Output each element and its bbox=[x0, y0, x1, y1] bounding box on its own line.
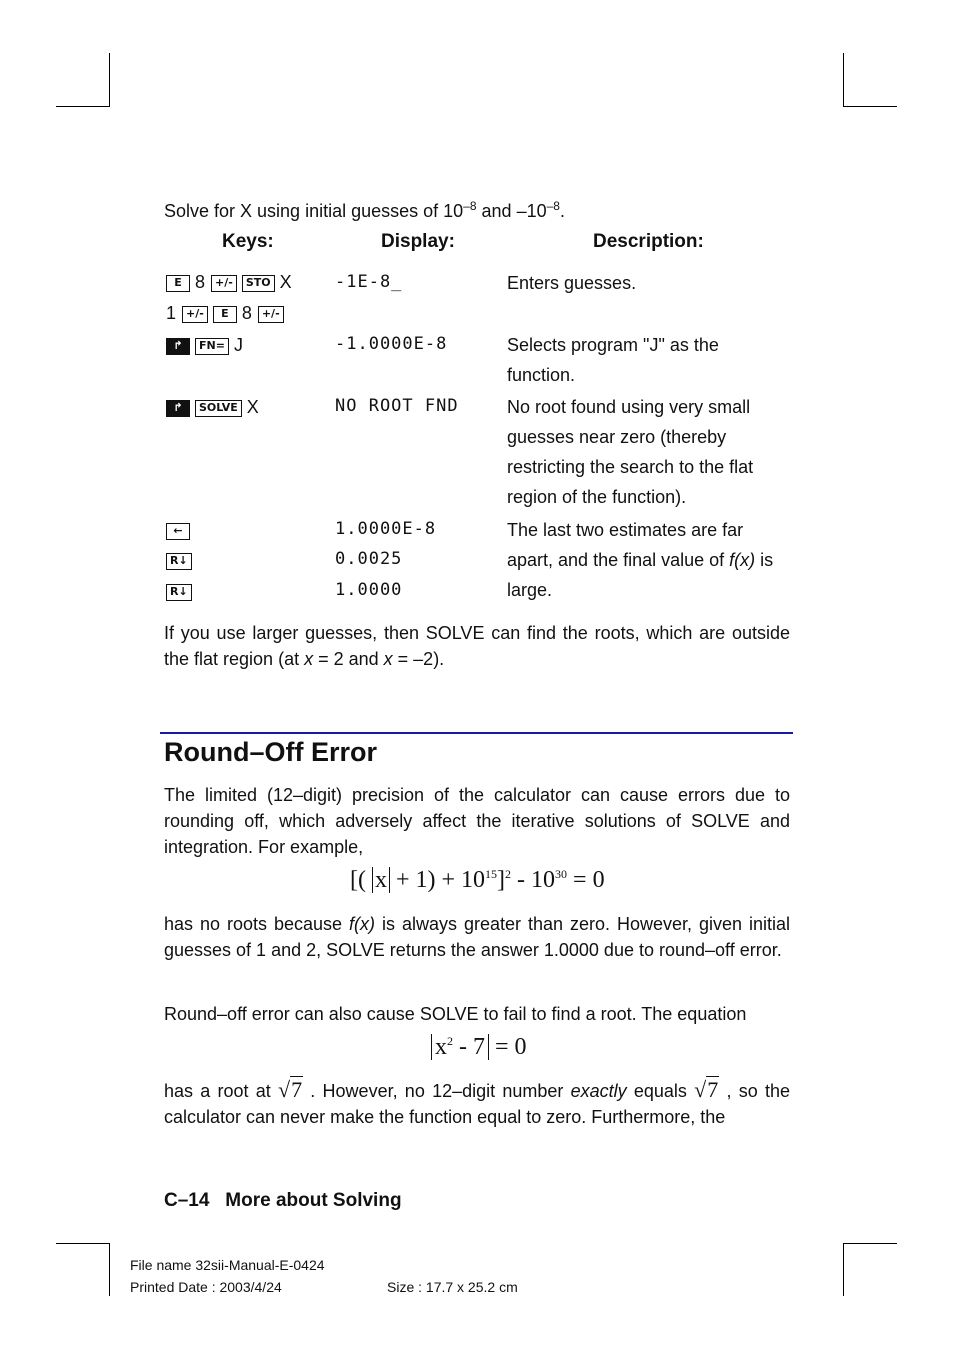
equation: $x^2 - 7 = 0$ bbox=[431, 1034, 527, 1061]
body-paragraph: has a root at √7 . However, no 12–digit number exactly equals √7 , so the calculator can never make the function equal to zero. Furthermore, the bbox=[164, 1077, 790, 1127]
keys-row-4a bbox=[166, 519, 195, 541]
keys-row-1a: E 8 +/- STO X bbox=[166, 271, 292, 293]
description-text: No root found using very small guesses near zero (thereby restricting the search to the flat region of the function). bbox=[507, 397, 754, 507]
keys-row-2: ↱ FN= J bbox=[166, 334, 243, 356]
roll-down-key: R↓ bbox=[166, 553, 192, 570]
display-value: 1.0000 bbox=[335, 580, 403, 600]
shift-key bbox=[166, 338, 190, 355]
page-number: C–14 bbox=[164, 1190, 210, 1211]
section-title: Round–Off Error bbox=[164, 737, 377, 767]
e-key: E bbox=[213, 306, 237, 323]
display-value: 1.0000E-8 bbox=[335, 519, 437, 539]
display-value: NO ROOT FND bbox=[335, 396, 459, 416]
page-size: Size : 17.7 x 25.2 cm bbox=[387, 1279, 518, 1295]
crop-mark bbox=[109, 1243, 110, 1296]
description-header: Description: bbox=[593, 231, 704, 252]
crop-mark bbox=[56, 106, 110, 107]
backspace-key: ← bbox=[166, 523, 190, 540]
page-footer bbox=[164, 1190, 402, 1212]
crop-mark bbox=[843, 1243, 844, 1296]
crop-mark bbox=[109, 53, 110, 106]
description-text: Enters guesses. bbox=[507, 273, 637, 293]
description-text: The last two estimates are far apart, and the final value of f(x) is large. bbox=[507, 520, 774, 600]
display-value: -1E-8_ bbox=[335, 272, 403, 292]
body-paragraph: The limited (12–digit) precision of the calculator can cause errors due to rounding off, which adversely affect the iterative solutions of SOLVE and integration. For example, bbox=[164, 785, 790, 857]
solve-key: SOLVE bbox=[195, 400, 242, 417]
description-text: Selects program "J" as the function. bbox=[507, 335, 719, 385]
roll-down-key: R↓ bbox=[166, 584, 192, 601]
keys-row-4b bbox=[166, 549, 197, 571]
body-paragraph: Round–off error can also cause SOLVE to fail to find a root. The equation bbox=[164, 1004, 747, 1024]
shift-arrow-icon: ↱ bbox=[173, 400, 183, 414]
file-name: File name 32sii-Manual-E-0424 bbox=[130, 1257, 325, 1273]
display-header: Display: bbox=[381, 231, 455, 252]
sqrt-seven: √7 bbox=[694, 1077, 719, 1102]
display-value: 0.0025 bbox=[335, 549, 403, 569]
body-paragraph: has no roots because f(x) is always greater than zero. However, given initial guesses of 1 and 2, SOLVE returns the answer 1.0000 due to round–off error. bbox=[164, 914, 790, 960]
fn-equals-key: FN= bbox=[195, 338, 229, 355]
change-sign-key: +/- bbox=[211, 275, 237, 292]
equation: [( $x + 1) + 10^{15}]^2 - 10^{30} = 0$ bbox=[350, 867, 605, 893]
sto-key: STO bbox=[242, 275, 275, 292]
intro-text: Solve for X using initial guesses of $10^{-8}$ and $-10^{-8}$. bbox=[164, 199, 565, 221]
crop-mark bbox=[843, 106, 897, 107]
keys-row-1b: 1 +/- E 8 +/- bbox=[166, 302, 289, 324]
e-key: E bbox=[166, 275, 190, 292]
body-paragraph: If you use larger guesses, then SOLVE can find the roots, which are outside the flat region (at x = 2 and x = –2). bbox=[164, 623, 790, 669]
shift-key bbox=[166, 400, 190, 417]
sqrt-seven: √7 bbox=[278, 1077, 303, 1102]
printed-date: Printed Date : 2003/4/24 bbox=[130, 1279, 282, 1295]
section-rule bbox=[160, 732, 793, 734]
crop-mark bbox=[56, 1243, 110, 1244]
chapter-title: More about Solving bbox=[225, 1190, 402, 1211]
crop-mark bbox=[843, 53, 844, 106]
change-sign-key: +/- bbox=[182, 306, 208, 323]
display-value: -1.0000E-8 bbox=[335, 334, 448, 354]
keys-header: Keys: bbox=[222, 231, 274, 252]
change-sign-key: +/- bbox=[258, 306, 284, 323]
crop-mark bbox=[843, 1243, 897, 1244]
shift-arrow-icon: ↱ bbox=[173, 338, 183, 352]
keys-row-4c bbox=[166, 580, 197, 602]
keys-row-3: ↱ SOLVE X bbox=[166, 396, 259, 418]
